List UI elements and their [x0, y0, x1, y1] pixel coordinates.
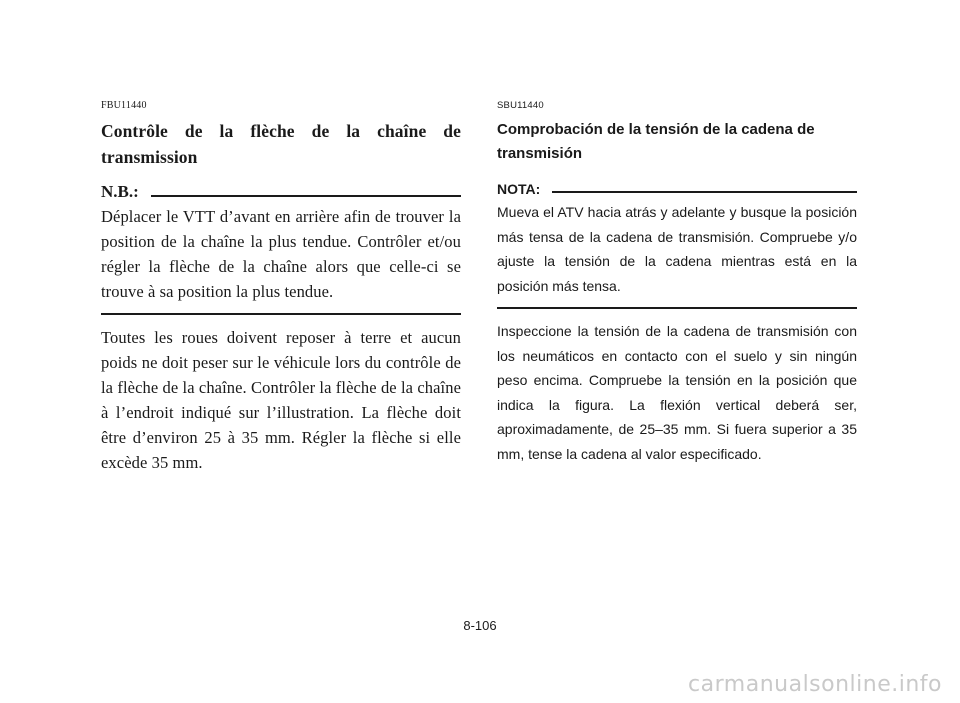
french-note-text: Déplacer le VTT d’avant en arrière afin de trouver la position de la chaîne la plus tendue. Contrôler et/ou régler la flèche de la chaîne alors que celle-ci se trouve à sa position la plus tendue.	[101, 207, 461, 301]
french-body-text: Toutes les roues doivent reposer à terre et aucun poids ne doit peser sur le véhicule lors du contrôle de la flèche de la chaîne. Contrôler la flèche de la chaîne à l’endroit indiqué sur l’illustration. La flèche doit être d’environ 25 à 35 mm. Régler la flèche si elle excède 35 mm.	[101, 328, 461, 472]
spanish-column	[497, 100, 857, 466]
french-note-label: N.B.:	[101, 182, 139, 201]
french-note-divider	[151, 195, 461, 197]
spanish-section-code: SBU11440	[497, 100, 544, 111]
french-column	[101, 100, 461, 475]
spanish-note-label: NOTA:	[497, 181, 541, 197]
page-number: 8-106	[463, 618, 497, 633]
spanish-note-text: Mueva el ATV hacia atrás y adelante y busque la posición más tensa de la cadena de transmisión. Compruebe y/o ajuste la tensión de la cadena mientras está en la posición más tensa.	[497, 204, 857, 294]
spanish-note-divider	[552, 191, 857, 193]
watermark-text: carmanualsonline.info	[688, 672, 942, 697]
spanish-section-heading: Comprobación de la tensión de la cadena de transmisión	[497, 121, 815, 162]
french-section-code: FBU11440	[101, 100, 147, 111]
french-note-header	[101, 180, 461, 202]
french-section-heading: Contrôle de la flèche de la chaîne de transmission	[101, 121, 461, 167]
french-note-end-rule	[101, 313, 461, 315]
spanish-note-end-rule	[497, 307, 857, 309]
spanish-note-header	[497, 176, 857, 198]
spanish-body-text: Inspeccione la tensión de la cadena de transmisión con los neumáticos en contacto con el suelo y sin ningún peso encima. Compruebe la tensión en la posición que indica la figura. La flexión vertical deberá ser, aproximadamente, de 25–35 mm. Si fuera superior a 35 mm, tense la cadena al valor especificado.	[497, 323, 857, 462]
